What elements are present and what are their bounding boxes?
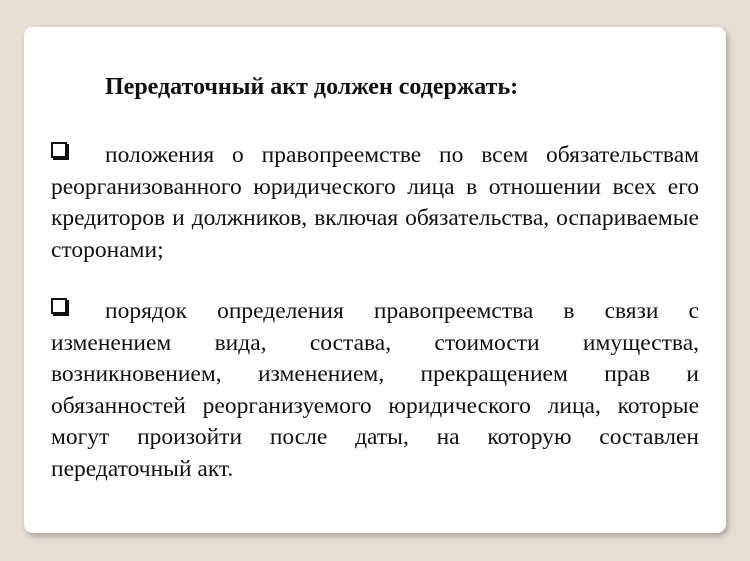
list-item-text: положения о правопреемстве по всем обязательствам реорганизованного юридического лица в отношении всех его кредиторов и должников, включая обязательства, оспариваемые сторонами; xyxy=(51,142,699,263)
list-item xyxy=(51,140,699,266)
slide-title: Передаточный акт должен содержать: xyxy=(105,74,519,100)
checkbox-bullet-icon xyxy=(51,298,67,314)
checkbox-bullet-icon xyxy=(51,142,67,158)
list-item-text: порядок определения правопреемства в связи с изменением вида, состава, стоимости имущества, возникновением, изменением, прекращением прав и обязанностей реорганизуемого юридического лица, которые могут произойти после даты, на которую составлен передаточный акт. xyxy=(51,298,699,482)
list-item xyxy=(51,296,699,485)
